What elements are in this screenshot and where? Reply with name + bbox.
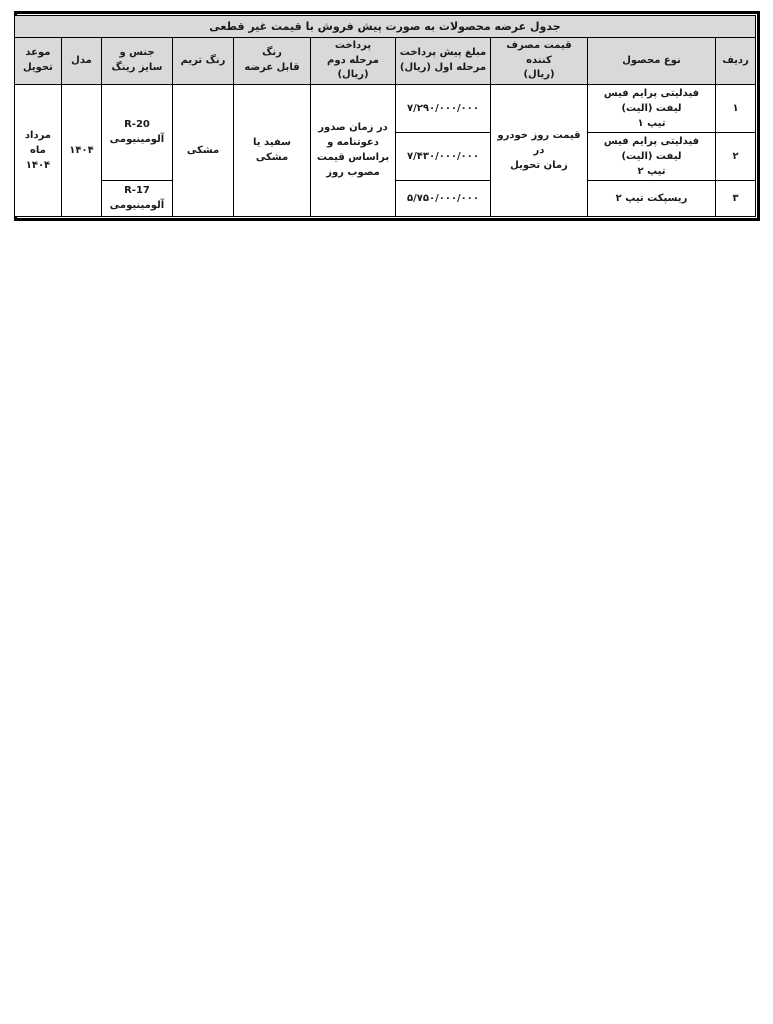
cell-row-number-3: ۳ <box>716 180 756 216</box>
table-row <box>14 84 755 132</box>
header-row-number: ردیف <box>716 38 756 85</box>
cell-product-type-2: فیدلیتی پرایم فیس لیفت (الیت) تیپ ۲ <box>588 132 716 180</box>
cell-row-number-1: ۱ <box>716 84 756 132</box>
header-ring-material-size: جنس و سایز رینگ <box>102 38 173 85</box>
header-consumer-price: قیمت مصرف کننده (ریال) <box>491 38 588 85</box>
header-trim-color: رنگ تریم <box>173 38 234 85</box>
cell-product-type-1: فیدلیتی پرایم فیس لیفت (الیت) تیپ ۱ <box>588 84 716 132</box>
header-model: مدل <box>62 38 102 85</box>
cell-consumer-price-merged: قیمت روز خودرو در زمان تحویل <box>491 84 588 216</box>
cell-delivery-time-merged: مرداد ماه ۱۴۰۴ <box>14 84 61 216</box>
presale-offer-table-frame <box>14 11 760 221</box>
cell-first-stage-prepayment-3: ۵/۷۵۰/۰۰۰/۰۰۰ <box>396 180 491 216</box>
cell-ring-rows-1-2: R-20 آلومینیومی <box>102 84 173 180</box>
cell-trim-color-merged: مشکی <box>173 84 234 216</box>
table-header-row <box>14 38 755 85</box>
cell-first-stage-prepayment-1: ۷/۲۹۰/۰۰۰/۰۰۰ <box>396 84 491 132</box>
cell-second-stage-payment-merged: در زمان صدور دعوتنامه و براساس قیمت مصوب روز <box>311 84 396 216</box>
cell-product-type-3: ریسپکت تیپ ۲ <box>588 180 716 216</box>
header-first-stage-prepayment: مبلغ پیش پرداخت مرحله اول (ریال) <box>396 38 491 85</box>
cell-model-merged: ۱۴۰۴ <box>62 84 102 216</box>
table-title-row <box>14 16 755 38</box>
cell-available-color-merged: سفید یا مشکی <box>234 84 311 216</box>
header-available-color: رنگ قابل عرضه <box>234 38 311 85</box>
header-delivery-time: موعد تحویل <box>14 38 61 85</box>
cell-row-number-2: ۲ <box>716 132 756 180</box>
presale-offer-table <box>14 15 756 217</box>
cell-ring-row-3: R-17 آلومینیومی <box>102 180 173 216</box>
header-second-stage-payment: پرداخت مرحله دوم (ریال) <box>311 38 396 85</box>
table-title: جدول عرضه محصولات به صورت پیش فروش با قیمت غیر قطعی <box>14 16 755 38</box>
cell-first-stage-prepayment-2: ۷/۴۳۰/۰۰۰/۰۰۰ <box>396 132 491 180</box>
header-product-type: نوع محصول <box>588 38 716 85</box>
